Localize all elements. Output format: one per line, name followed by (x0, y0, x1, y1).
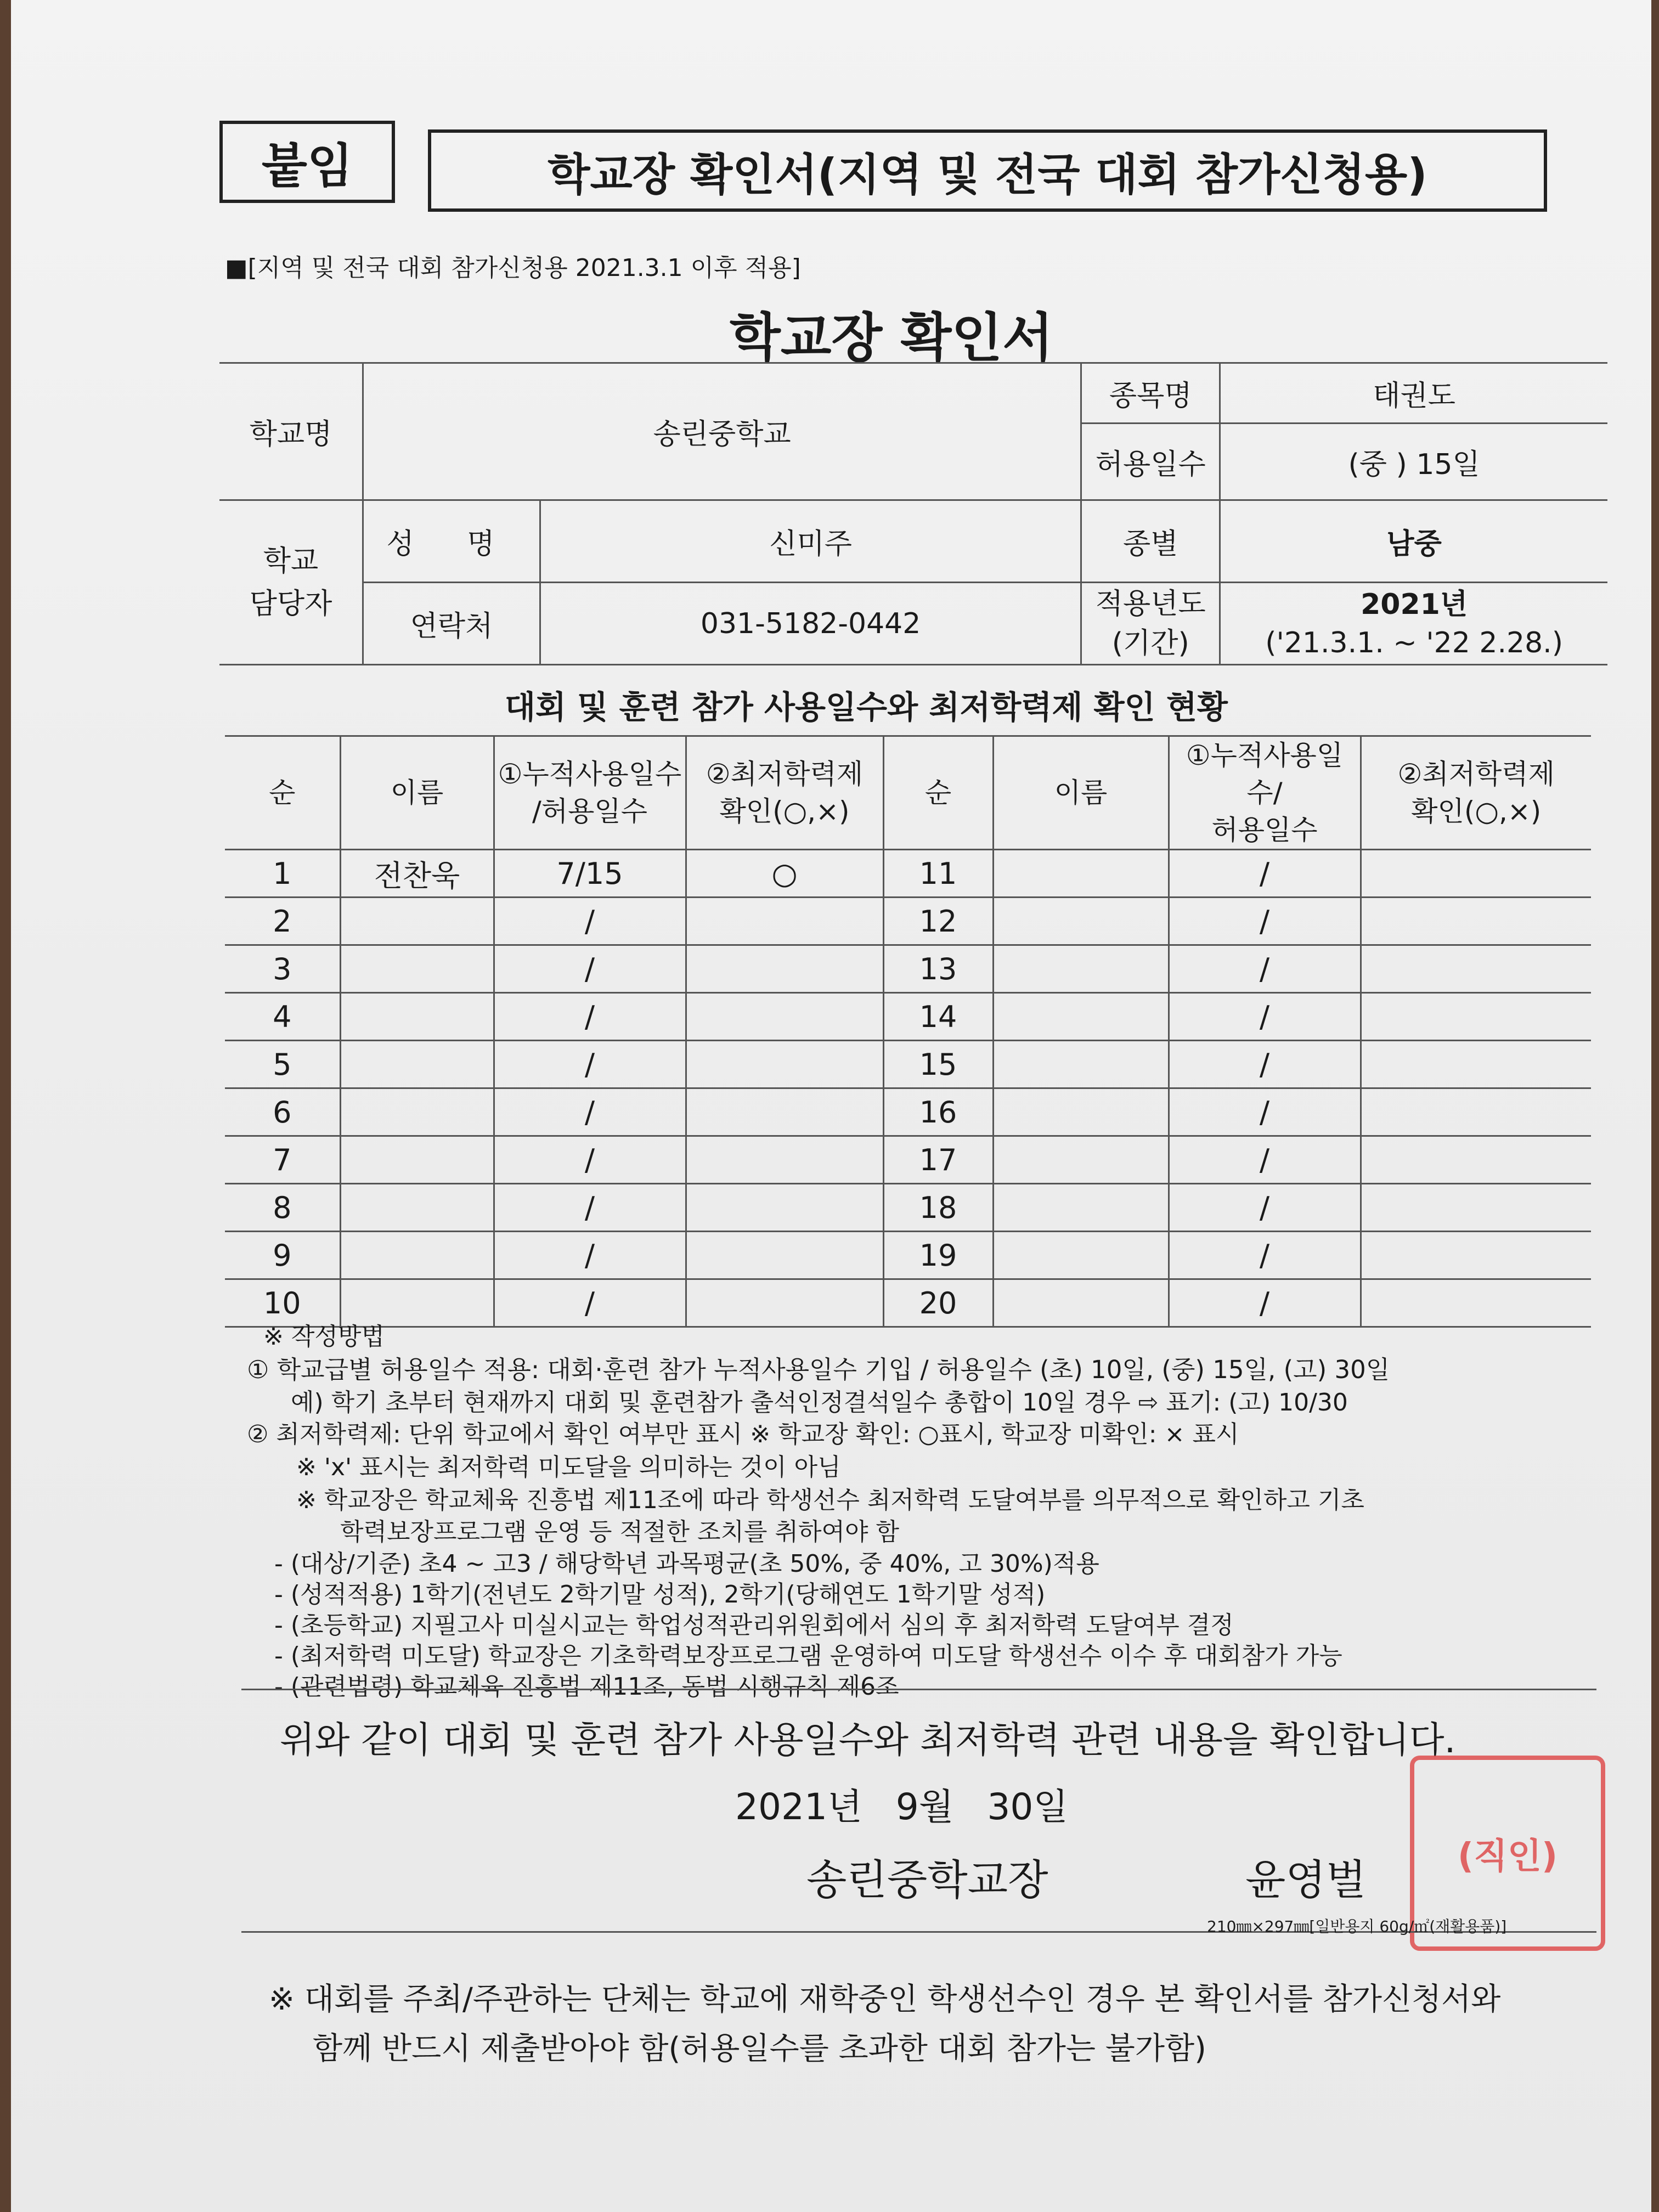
table-cell (993, 850, 1169, 898)
table-cell: / (1169, 945, 1361, 993)
instruction-line: - (관련법령) 학교체육 진흥법 제11조, 동법 시행규칙 제6조 (274, 1673, 899, 1701)
table-cell: / (1169, 1279, 1361, 1327)
table-cell (340, 1184, 494, 1232)
doc-title: 학교장 확인서(지역 및 전국 대회 참가신청용) (548, 149, 1427, 200)
instruction-line: ※ 학교장은 학교체육 진흥법 제11조에 따라 학생선수 최저학력 도달여부를 의무적으로 확인하고 기초 (296, 1486, 1364, 1514)
instruction-line: 학력보장프로그램 운영 등 적절한 조치를 취하여야 함 (340, 1518, 900, 1546)
sport-value: 태권도 (1220, 363, 1607, 424)
table-row (225, 1184, 1591, 1232)
table-cell (340, 993, 494, 1041)
days-value: (중 ) 15일 (1220, 424, 1607, 500)
table-cell: 10 (225, 1279, 340, 1327)
sub-note: ■[지역 및 전국 대회 참가신청용 2021.3.1 이후 적용] (225, 254, 801, 282)
info-table (219, 362, 1607, 665)
table-cell (1361, 1232, 1591, 1279)
footer-note: 함께 반드시 제출받아야 함(허용일수를 초과한 대회 참가는 불가함) (313, 2031, 1206, 2067)
seal-text: (직인) (1457, 1836, 1558, 1877)
school-value: 송린중학교 (363, 363, 1081, 500)
table-row (225, 1088, 1591, 1136)
table-cell: 17 (883, 1136, 993, 1184)
table-row (225, 1279, 1591, 1327)
table-cell: 9 (225, 1232, 340, 1279)
table-cell: 11 (883, 850, 993, 898)
days-label: 허용일수 (1081, 424, 1220, 500)
table-cell: 12 (883, 898, 993, 945)
sport-label: 종목명 (1081, 363, 1220, 424)
table-cell: 7 (225, 1136, 340, 1184)
table-cell (686, 1232, 883, 1279)
table-cell (1361, 850, 1591, 898)
table-cell (340, 1232, 494, 1279)
table-cell: / (494, 1279, 686, 1327)
table-cell (1361, 1041, 1591, 1088)
table-cell (993, 1232, 1169, 1279)
document-page (11, 0, 1651, 2212)
column-header: 순 (883, 736, 993, 850)
table-cell (1361, 898, 1591, 945)
table-cell: / (494, 1136, 686, 1184)
table-cell (686, 1279, 883, 1327)
status-title: 대회 및 훈련 참가 사용일수와 최저학력제 확인 현황 (505, 689, 1228, 726)
table-row (225, 1041, 1591, 1088)
status-table (225, 735, 1591, 1328)
table-cell: 19 (883, 1232, 993, 1279)
table-cell (1361, 1184, 1591, 1232)
table-cell: 15 (883, 1041, 993, 1088)
attach-label: 붙임 (261, 139, 353, 194)
table-cell: / (1169, 1088, 1361, 1136)
table-cell (1361, 1136, 1591, 1184)
table-cell: 전찬욱 (340, 850, 494, 898)
table-cell: / (1169, 1184, 1361, 1232)
instruction-line: - (최저학력 미도달) 학교장은 기초학력보장프로그램 운영하여 미도달 학생선수 이수 후 대회참가 가능 (274, 1642, 1342, 1670)
table-cell: / (494, 1232, 686, 1279)
instruction-line: ※ 작성방법 (263, 1323, 385, 1351)
table-cell: ○ (686, 850, 883, 898)
table-cell: / (1169, 1041, 1361, 1088)
table-cell: / (1169, 1232, 1361, 1279)
table-cell (1361, 1088, 1591, 1136)
table-cell: 4 (225, 993, 340, 1041)
instruction-line: 예) 학기 초부터 현재까지 대회 및 훈련참가 출석인정결석일수 총합이 10일 경우 ⇨ 표기: (고) 10/30 (291, 1389, 1348, 1417)
table-cell: 14 (883, 993, 993, 1041)
column-header: ②최저학력제 확인(○,×) (686, 736, 883, 850)
table-cell (686, 898, 883, 945)
instruction-line: ① 학교급별 허용일수 적용: 대회·훈련 참가 누적사용일수 기입 / 허용일수 (초) 10일, (중) 15일, (고) 30일 (247, 1355, 1390, 1384)
table-cell: 13 (883, 945, 993, 993)
table-cell (993, 1184, 1169, 1232)
table-cell (993, 898, 1169, 945)
table-cell (993, 1088, 1169, 1136)
school-label: 학교명 (219, 363, 363, 500)
column-header: ①누적사용일수 /허용일수 (494, 736, 686, 850)
name-label: 성 명 (363, 500, 540, 583)
table-cell: / (494, 898, 686, 945)
table-cell: 3 (225, 945, 340, 993)
table-cell: / (1169, 898, 1361, 945)
table-cell: 6 (225, 1088, 340, 1136)
attach-label-box (219, 121, 395, 203)
table-cell (1361, 945, 1591, 993)
period-value: ('21.3.1. ~ '22 2.28.) (1265, 626, 1563, 659)
table-cell: 20 (883, 1279, 993, 1327)
manager-label: 학교 담당자 (219, 500, 363, 665)
table-cell: 16 (883, 1088, 993, 1136)
table-cell: 5 (225, 1041, 340, 1088)
table-cell: 18 (883, 1184, 993, 1232)
table-row (225, 993, 1591, 1041)
table-cell (340, 1041, 494, 1088)
table-cell (340, 1088, 494, 1136)
doc-title-box (428, 129, 1547, 212)
table-cell (993, 1136, 1169, 1184)
instruction-line: - (성적적용) 1학기(전년도 2학기말 성적), 2학기(당해연도 1학기말 성적) (274, 1581, 1046, 1609)
table-cell: / (494, 993, 686, 1041)
table-cell (340, 898, 494, 945)
table-cell: 7/15 (494, 850, 686, 898)
paper-spec: 210㎜×297㎜[일반용지 60g/㎡(재활용품)] (1207, 1917, 1507, 1936)
principal-title: 송린중학교장 (806, 1855, 1048, 1904)
table-row (225, 1232, 1591, 1279)
column-header: 이름 (340, 736, 494, 850)
table-row (225, 850, 1591, 898)
contact-label: 연락처 (363, 583, 540, 665)
table-row (225, 945, 1591, 993)
table-row (225, 1136, 1591, 1184)
column-header: ②최저학력제 확인(○,×) (1361, 736, 1591, 850)
table-cell (1361, 993, 1591, 1041)
instruction-line: ② 최저학력제: 단위 학교에서 확인 여부만 표시 ※ 학교장 확인: ○표시, 학교장 미확인: × 표시 (247, 1420, 1239, 1448)
table-cell (1361, 1279, 1591, 1327)
table-cell (340, 1136, 494, 1184)
table-cell (686, 1041, 883, 1088)
table-cell: / (494, 945, 686, 993)
table-cell (686, 1136, 883, 1184)
confirm-statement: 위와 같이 대회 및 훈련 참가 사용일수와 최저학력 관련 내용을 확인합니다. (280, 1719, 1456, 1761)
table-cell (686, 1088, 883, 1136)
table-cell: / (494, 1041, 686, 1088)
table-cell: / (1169, 993, 1361, 1041)
divider (241, 1689, 1596, 1690)
instruction-line: - (초등학교) 지필고사 미실시교는 학업성적관리위원회에서 심의 후 최저학력 도달여부 결정 (274, 1611, 1234, 1639)
table-cell: 2 (225, 898, 340, 945)
category-value: 남중 (1220, 500, 1607, 583)
name-value: 신미주 (540, 500, 1081, 583)
column-header: ①누적사용일수/ 허용일수 (1169, 736, 1361, 850)
table-row (225, 898, 1591, 945)
column-header: 이름 (993, 736, 1169, 850)
table-cell (993, 945, 1169, 993)
table-cell (993, 1279, 1169, 1327)
table-cell: 8 (225, 1184, 340, 1232)
principal-name: 윤영벌 (1245, 1855, 1367, 1904)
table-cell (340, 945, 494, 993)
table-cell (686, 945, 883, 993)
table-cell (686, 993, 883, 1041)
table-cell (993, 1041, 1169, 1088)
confirm-date: 2021년 9월 30일 (735, 1786, 1069, 1828)
table-cell: / (1169, 850, 1361, 898)
table-cell (686, 1184, 883, 1232)
contact-value: 031-5182-0442 (540, 583, 1081, 665)
year-cell (1220, 583, 1607, 665)
instruction-line: ※ 'x' 표시는 최저학력 미도달을 의미하는 것이 아님 (296, 1453, 841, 1481)
form-title: 학교장 확인서 (730, 307, 1053, 369)
table-cell: / (1169, 1136, 1361, 1184)
table-header-row (225, 736, 1591, 850)
year-value: 2021년 (1361, 588, 1468, 621)
table-cell (993, 993, 1169, 1041)
table-cell: 1 (225, 850, 340, 898)
table-cell: / (494, 1184, 686, 1232)
instruction-line: - (대상/기준) 초4 ~ 고3 / 해당학년 과목평균(초 50%, 중 40%, 고 30%)적용 (274, 1550, 1099, 1578)
category-label: 종별 (1081, 500, 1220, 583)
table-cell: / (494, 1088, 686, 1136)
column-header: 순 (225, 736, 340, 850)
footer-note: ※ 대회를 주최/주관하는 단체는 학교에 재학중인 학생선수인 경우 본 확인서를 참가신청서와 (269, 1982, 1501, 2017)
year-label: 적용년도 (기간) (1081, 583, 1220, 665)
